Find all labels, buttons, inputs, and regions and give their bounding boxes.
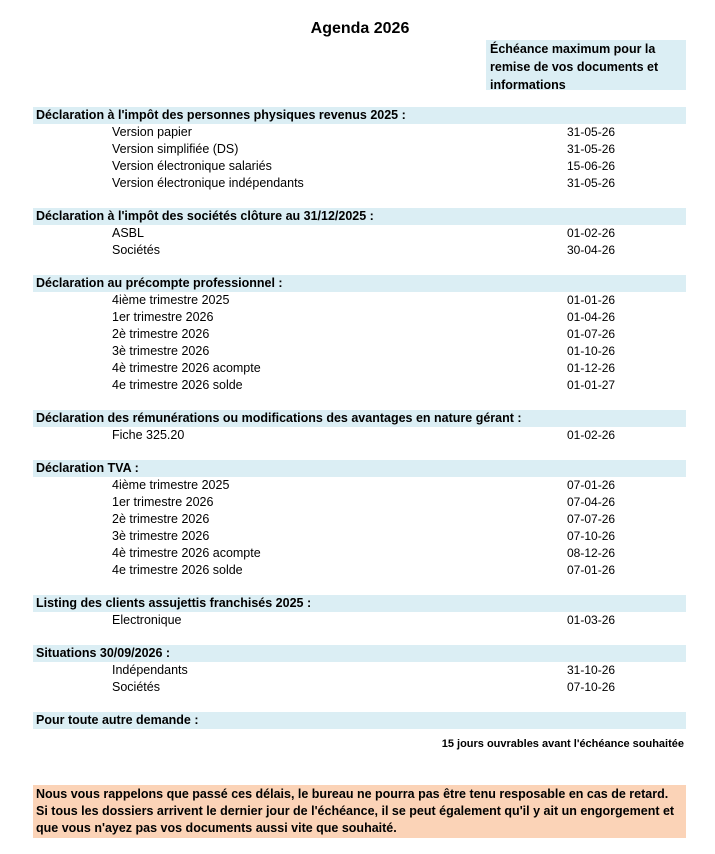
- row-label: 4e trimestre 2026 solde: [112, 378, 243, 392]
- agenda-row: [0, 679, 715, 696]
- row-deadline-date: 01-01-27: [567, 378, 616, 392]
- row-deadline-date: 01-04-26: [567, 310, 616, 324]
- agenda-section: [0, 208, 715, 259]
- agenda-section: [0, 410, 715, 444]
- agenda-row: [0, 158, 715, 175]
- agenda-row: [0, 377, 715, 394]
- section-header: Déclaration à l'impôt des sociétés clôture au 31/12/2025 :: [33, 208, 686, 225]
- row-deadline-date: 01-02-26: [567, 226, 616, 240]
- row-label: Sociétés: [112, 680, 160, 694]
- row-label: 2è trimestre 2026: [112, 512, 210, 526]
- row-deadline-date: 31-05-26: [567, 176, 616, 190]
- row-label: 4è trimestre 2026 acompte: [112, 546, 261, 560]
- agenda-section: [0, 645, 715, 696]
- other-request-note: 15 jours ouvrables avant l'échéance souhaitée: [441, 738, 684, 750]
- deadline-column-header: Échéance maximum pour la remise de vos documents et informations: [486, 40, 686, 90]
- agenda-section: [0, 595, 715, 629]
- section-header: Pour toute autre demande :: [33, 712, 686, 729]
- row-deadline-date: 31-10-26: [567, 663, 616, 677]
- row-label: Version simplifiée (DS): [112, 142, 239, 156]
- row-label: Electronique: [112, 613, 182, 627]
- row-label: 4ième trimestre 2025: [112, 478, 230, 492]
- section-header: Situations 30/09/2026 :: [33, 645, 686, 662]
- row-label: 1er trimestre 2026: [112, 310, 214, 324]
- agenda-section: [0, 275, 715, 394]
- row-deadline-date: 01-02-26: [567, 428, 616, 442]
- agenda-row: [0, 477, 715, 494]
- row-deadline-date: 07-01-26: [567, 478, 616, 492]
- row-deadline-date: 01-01-26: [567, 293, 616, 307]
- agenda-row: [0, 427, 715, 444]
- agenda-row: [0, 343, 715, 360]
- agenda-row: [0, 141, 715, 158]
- agenda-row: [0, 562, 715, 579]
- row-deadline-date: 01-03-26: [567, 613, 616, 627]
- row-label: Version papier: [112, 125, 192, 139]
- agenda-row: [0, 225, 715, 242]
- agenda-section: [0, 460, 715, 579]
- section-header: Déclaration au précompte professionnel :: [33, 275, 686, 292]
- agenda-row: [0, 124, 715, 141]
- row-label: Fiche 325.20: [112, 428, 185, 442]
- row-label: ASBL: [112, 226, 144, 240]
- agenda-sections: [0, 107, 715, 745]
- row-label: 4ième trimestre 2025: [112, 293, 230, 307]
- agenda-row: [0, 545, 715, 562]
- page-title: Agenda 2026: [310, 20, 410, 37]
- agenda-row: [0, 242, 715, 259]
- row-deadline-date: 07-10-26: [567, 529, 616, 543]
- row-label: 4è trimestre 2026 acompte: [112, 361, 261, 375]
- row-deadline-date: 30-04-26: [567, 243, 616, 257]
- agenda-section: [0, 712, 715, 729]
- agenda-row: [0, 360, 715, 377]
- row-deadline-date: 07-07-26: [567, 512, 616, 526]
- section-header: Déclaration TVA :: [33, 460, 686, 477]
- agenda-row: [0, 662, 715, 679]
- row-deadline-date: 01-07-26: [567, 327, 616, 341]
- row-deadline-date: 07-01-26: [567, 563, 616, 577]
- row-label: 2è trimestre 2026: [112, 327, 210, 341]
- section-header: Déclaration des rémunérations ou modifications des avantages en nature gérant :: [33, 410, 686, 427]
- agenda-row: [0, 511, 715, 528]
- row-label: 1er trimestre 2026: [112, 495, 214, 509]
- row-deadline-date: 15-06-26: [567, 159, 616, 173]
- row-label: 4e trimestre 2026 solde: [112, 563, 243, 577]
- row-label: 3è trimestre 2026: [112, 344, 210, 358]
- agenda-row: [0, 494, 715, 511]
- row-label: Version électronique indépendants: [112, 176, 304, 190]
- row-label: 3è trimestre 2026: [112, 529, 210, 543]
- row-deadline-date: 07-04-26: [567, 495, 616, 509]
- row-deadline-date: 01-10-26: [567, 344, 616, 358]
- agenda-row: [0, 175, 715, 192]
- row-label: Indépendants: [112, 663, 188, 677]
- row-deadline-date: 31-05-26: [567, 142, 616, 156]
- row-deadline-date: 31-05-26: [567, 125, 616, 139]
- agenda-row: [0, 326, 715, 343]
- section-header: Déclaration à l'impôt des personnes physiques revenus 2025 :: [33, 107, 686, 124]
- agenda-row: [0, 292, 715, 309]
- row-deadline-date: 08-12-26: [567, 546, 616, 560]
- row-deadline-date: 01-12-26: [567, 361, 616, 375]
- agenda-row: [0, 612, 715, 629]
- section-header: Listing des clients assujettis franchisés 2025 :: [33, 595, 686, 612]
- row-deadline-date: 07-10-26: [567, 680, 616, 694]
- disclaimer-notice: Nous vous rappelons que passé ces délais, le bureau ne pourra pas être tenu resposable en cas de retard. Si tous les dossiers arrivent le dernier jour de l'échéance, il se peut également qu'il y ait un engorgement et que vous n'ayez pas vos documents aussi vite que souhaité.: [33, 785, 686, 838]
- agenda-section: [0, 107, 715, 192]
- row-label: Sociétés: [112, 243, 160, 257]
- agenda-row: [0, 309, 715, 326]
- row-label: Version électronique salariés: [112, 159, 272, 173]
- agenda-row: [0, 528, 715, 545]
